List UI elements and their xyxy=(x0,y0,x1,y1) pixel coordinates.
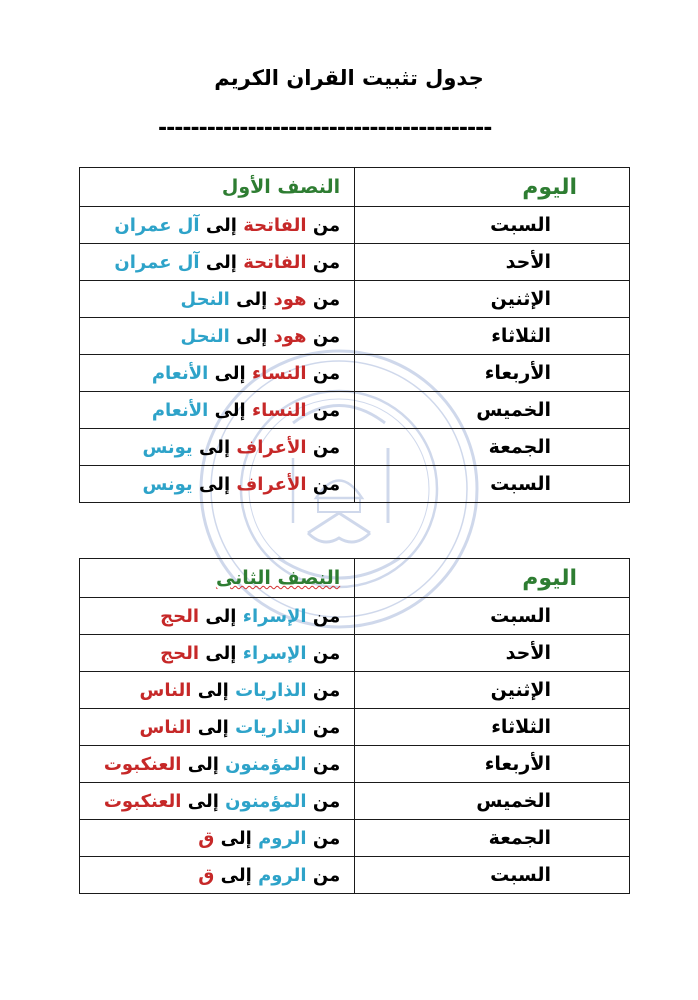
range-cell xyxy=(80,392,355,429)
to-surah: الناس xyxy=(139,679,192,701)
from-word: من xyxy=(312,716,341,738)
to-word: إلى xyxy=(205,605,237,627)
range-text xyxy=(152,363,354,384)
from-word: من xyxy=(312,827,341,849)
range-text xyxy=(114,252,354,273)
from-surah: هود xyxy=(273,288,307,310)
day-label: الجمعة xyxy=(488,827,551,849)
to-word: إلى xyxy=(214,399,246,421)
header-day-label: اليوم xyxy=(522,174,577,200)
from-surah: الأعراف xyxy=(236,473,307,495)
table-row xyxy=(80,392,630,429)
day-label: الإثنين xyxy=(490,679,551,701)
day-label: الإثنين xyxy=(490,288,551,310)
table-row xyxy=(80,318,630,355)
range-cell xyxy=(80,598,355,635)
day-cell xyxy=(355,207,630,244)
range-text xyxy=(114,215,354,236)
from-surah: الروم xyxy=(258,827,307,849)
range-cell xyxy=(80,709,355,746)
range-cell xyxy=(80,207,355,244)
from-word: من xyxy=(312,399,341,421)
from-word: من xyxy=(312,790,341,812)
from-word: من xyxy=(312,753,341,775)
day-cell xyxy=(355,783,630,820)
table-row xyxy=(80,244,630,281)
from-surah: الروم xyxy=(258,864,307,886)
day-label: الثلاثاء xyxy=(491,325,551,347)
day-cell xyxy=(355,392,630,429)
to-surah: النحل xyxy=(180,325,230,347)
from-word: من xyxy=(312,436,341,458)
range-cell xyxy=(80,857,355,894)
to-word: إلى xyxy=(198,473,231,495)
from-surah: النساء xyxy=(251,362,307,384)
header-range-label: النصف الثانى xyxy=(215,567,341,589)
table-header-row xyxy=(80,168,630,207)
day-cell xyxy=(355,466,630,503)
day-cell xyxy=(355,598,630,635)
day-cell xyxy=(355,857,630,894)
day-cell xyxy=(355,746,630,783)
from-surah: المؤمنون xyxy=(225,790,307,812)
range-text xyxy=(181,326,355,347)
header-range-cell xyxy=(80,559,355,598)
table-row xyxy=(80,635,630,672)
to-surah: الحج xyxy=(160,605,200,627)
range-text xyxy=(104,791,354,812)
range-text xyxy=(152,400,354,421)
day-label: الأربعاء xyxy=(484,362,551,384)
to-word: إلى xyxy=(220,827,252,849)
to-word: إلى xyxy=(220,864,252,886)
from-surah: الفاتحة xyxy=(243,214,307,236)
to-word: إلى xyxy=(197,679,229,701)
from-word: من xyxy=(312,251,341,273)
table-row xyxy=(80,598,630,635)
to-surah: العنكبوت xyxy=(103,790,182,812)
to-word: إلى xyxy=(205,251,237,273)
from-word: من xyxy=(312,473,341,495)
day-cell xyxy=(355,318,630,355)
to-surah: يونس xyxy=(142,473,193,495)
day-label: السبت xyxy=(490,605,551,627)
table-row xyxy=(80,281,630,318)
from-surah: الذاريات xyxy=(235,716,307,738)
day-label: الجمعة xyxy=(488,436,551,458)
from-surah: الأعراف xyxy=(236,436,307,458)
header-range-cell xyxy=(80,168,355,207)
from-surah: الإسراء xyxy=(242,605,307,627)
day-cell xyxy=(355,709,630,746)
day-cell xyxy=(355,429,630,466)
range-cell xyxy=(80,783,355,820)
from-word: من xyxy=(312,325,341,347)
day-cell xyxy=(355,244,630,281)
table-row xyxy=(80,709,630,746)
table-row xyxy=(80,783,630,820)
range-cell xyxy=(80,318,355,355)
to-surah: يونس xyxy=(142,436,193,458)
to-word: إلى xyxy=(187,753,219,775)
to-word: إلى xyxy=(214,362,246,384)
from-word: من xyxy=(312,642,341,664)
from-surah: الفاتحة xyxy=(243,251,307,273)
from-word: من xyxy=(312,864,341,886)
day-cell xyxy=(355,820,630,857)
header-day-cell xyxy=(355,559,630,598)
to-surah: النحل xyxy=(180,288,230,310)
range-cell xyxy=(80,244,355,281)
from-surah: هود xyxy=(273,325,307,347)
day-label: السبت xyxy=(490,864,551,886)
day-label: الخميس xyxy=(476,790,551,812)
header-day-cell xyxy=(355,168,630,207)
day-label: الثلاثاء xyxy=(491,716,551,738)
day-cell xyxy=(355,635,630,672)
header-range-label: النصف الأول xyxy=(221,176,341,198)
to-word: إلى xyxy=(205,642,237,664)
day-cell xyxy=(355,281,630,318)
range-text xyxy=(140,717,355,738)
from-surah: الإسراء xyxy=(242,642,307,664)
table-row xyxy=(80,672,630,709)
to-surah: الحج xyxy=(160,642,200,664)
from-surah: المؤمنون xyxy=(225,753,307,775)
to-word: إلى xyxy=(236,325,268,347)
to-word: إلى xyxy=(236,288,268,310)
from-word: من xyxy=(312,214,341,236)
range-text xyxy=(160,606,354,627)
range-text xyxy=(160,643,354,664)
to-surah: العنكبوت xyxy=(103,753,182,775)
to-word: إلى xyxy=(198,436,231,458)
table-row xyxy=(80,857,630,894)
table-row xyxy=(80,429,630,466)
from-word: من xyxy=(312,288,341,310)
day-label: الخميس xyxy=(476,399,551,421)
title-separator: ----------------------------------------- xyxy=(158,116,492,141)
range-text xyxy=(142,474,354,495)
range-cell xyxy=(80,635,355,672)
to-word: إلى xyxy=(205,214,237,236)
day-label: الأحد xyxy=(505,642,551,664)
range-cell xyxy=(80,672,355,709)
day-label: الأحد xyxy=(505,251,551,273)
range-cell xyxy=(80,429,355,466)
to-surah: الأنعام xyxy=(151,399,209,421)
to-word: إلى xyxy=(197,716,229,738)
to-surah: الناس xyxy=(139,716,192,738)
table-row xyxy=(80,820,630,857)
schedule-table-second-half xyxy=(79,558,630,894)
table-row xyxy=(80,207,630,244)
to-word: إلى xyxy=(187,790,219,812)
day-label: السبت xyxy=(490,473,551,495)
range-text xyxy=(142,437,354,458)
to-surah: ق xyxy=(198,864,215,886)
range-text xyxy=(104,754,354,775)
range-text xyxy=(140,680,355,701)
range-text xyxy=(198,828,354,849)
range-cell xyxy=(80,746,355,783)
schedule-table-first-half xyxy=(79,167,630,503)
range-text xyxy=(198,865,354,886)
table-row xyxy=(80,355,630,392)
from-surah: الذاريات xyxy=(235,679,307,701)
header-day-label: اليوم xyxy=(522,565,577,591)
table-header-row xyxy=(80,559,630,598)
day-cell xyxy=(355,355,630,392)
range-cell xyxy=(80,281,355,318)
range-text xyxy=(181,289,355,310)
to-surah: ق xyxy=(198,827,215,849)
table-row xyxy=(80,466,630,503)
range-cell xyxy=(80,820,355,857)
day-label: الأربعاء xyxy=(484,753,551,775)
to-surah: آل عمران xyxy=(114,214,200,236)
range-cell xyxy=(80,355,355,392)
range-cell xyxy=(80,466,355,503)
from-word: من xyxy=(312,679,341,701)
to-surah: آل عمران xyxy=(114,251,200,273)
day-cell xyxy=(355,672,630,709)
to-surah: الأنعام xyxy=(151,362,209,384)
from-word: من xyxy=(312,362,341,384)
table-row xyxy=(80,746,630,783)
page-title: جدول تثبيت القران الكريم xyxy=(214,66,484,90)
from-word: من xyxy=(312,605,341,627)
day-label: السبت xyxy=(490,214,551,236)
from-surah: النساء xyxy=(251,399,307,421)
